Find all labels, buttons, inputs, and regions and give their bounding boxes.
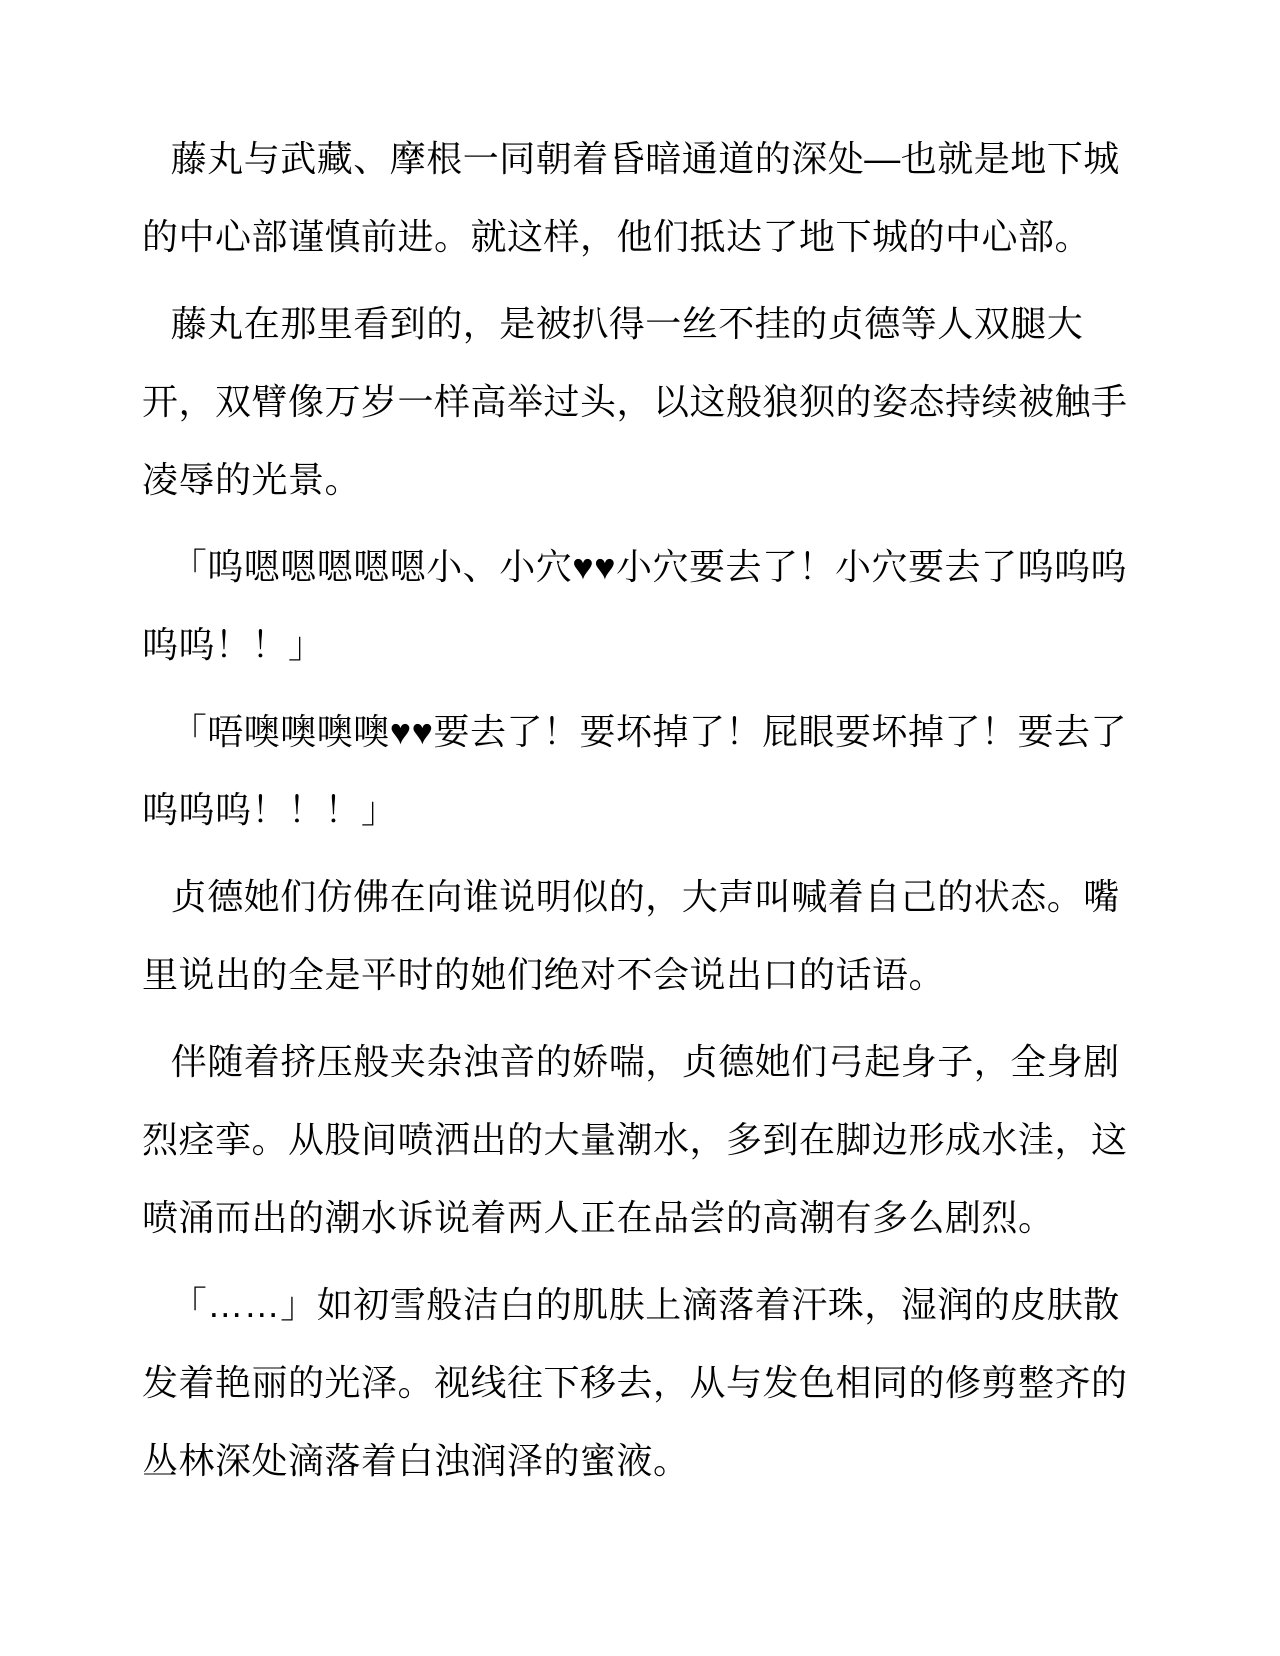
paragraph-6: 伴随着挤压般夹杂浊音的娇喘，贞德她们弓起身子，全身剧烈痉挛。从股间喷洒出的大量潮水，多到在脚边形成水洼，这喷涌而出的潮水诉说着两人正在品尝的高潮有多么剧烈。: [142, 1041, 1128, 1238]
paragraph-1: 藤丸与武藏、摩根一同朝着昏暗通道的深处—也就是地下城的中心部谨慎前进。就这样，他们抵达了地下城的中心部。: [142, 138, 1120, 257]
paragraph-4-dialogue: 「唔噢噢噢噢♥♥要去了！要坏掉了！屁眼要坏掉了！要去了呜呜呜！！！」: [142, 711, 1128, 830]
document-text-block: [142, 120, 1136, 1500]
paragraph-5: 贞德她们仿佛在向谁说明似的，大声叫喊着自己的状态。嘴里说出的全是平时的她们绝对不会说出口的话语。: [142, 876, 1120, 995]
paragraph-7: 「……」如初雪般洁白的肌肤上滴落着汗珠，湿润的皮肤散发着艳丽的光泽。视线往下移去，从与发色相同的修剪整齐的丛林深处滴落着白浊润泽的蜜液。: [142, 1284, 1128, 1481]
paragraph-2: 藤丸在那里看到的，是被扒得一丝不挂的贞德等人双腿大开，双臂像万岁一样高举过头，以这般狼狈的姿态持续被触手凌辱的光景。: [142, 303, 1128, 500]
paragraph-3-dialogue: 「呜嗯嗯嗯嗯嗯小、小穴♥♥小穴要去了！小穴要去了呜呜呜呜呜！！」: [142, 546, 1128, 665]
